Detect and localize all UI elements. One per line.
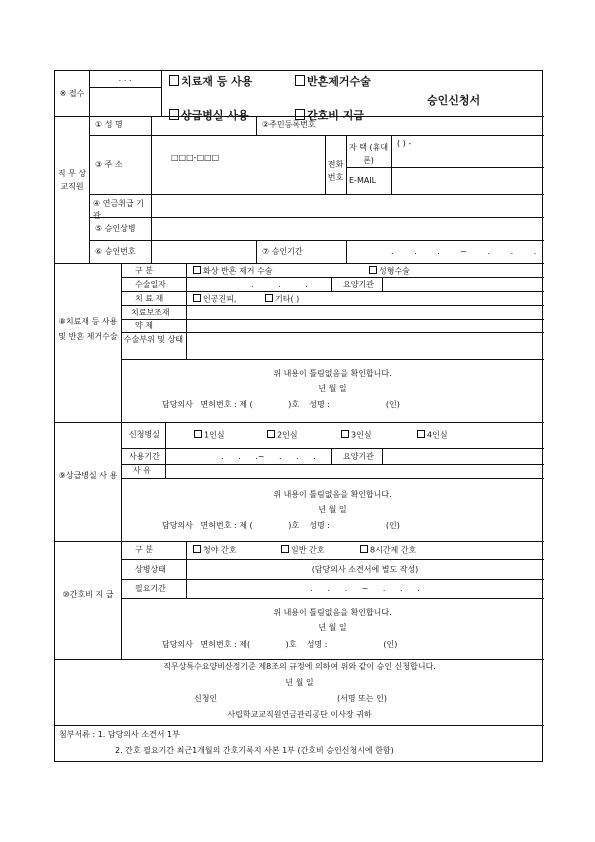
ward-section-label: ⑨상급병실 사 용 <box>58 471 118 480</box>
checkbox-icon[interactable] <box>341 430 349 438</box>
nursing-section-label: ⑩간호비 지 급 <box>62 590 114 599</box>
aux-material-label: 치료보조재 <box>131 308 170 317</box>
surgery-date-field[interactable]: . . . <box>251 280 308 289</box>
checkbox-icon[interactable] <box>281 545 289 553</box>
receipt-date: . . . <box>118 74 132 83</box>
checkbox-icon[interactable] <box>417 430 425 438</box>
surgery-site-label: 수술부위 및 상태 <box>123 335 184 344</box>
tr-hospital-label: 요양기관 <box>343 280 374 289</box>
tr-date-line: 년 월 일 <box>318 384 347 393</box>
approval-period-field[interactable]: . . . ~ . . . <box>391 247 537 256</box>
approved-disease-label: ⑤ 승인상병 <box>95 224 136 233</box>
receipt-label: ※ 접수 <box>59 89 85 98</box>
checkbox-icon[interactable] <box>267 430 275 438</box>
applicant-section-label: 직 무 상 교직원 <box>57 169 87 191</box>
checkbox-icon[interactable] <box>360 545 368 553</box>
nursing-period-field[interactable]: . . . ~ . . . <box>310 584 420 593</box>
opt-room-1[interactable]: 1인실 <box>194 430 225 441</box>
address-label: ③ 주 소 <box>95 160 123 169</box>
ward-hospital-label: 요양기관 <box>343 452 374 461</box>
tr-doctor-line: 담당의사 면허번호 : 제 ( )호 성명 : (인) <box>162 400 400 409</box>
checkbox-icon[interactable] <box>193 545 201 553</box>
checkbox-icon[interactable] <box>295 75 305 86</box>
checkbox-icon[interactable] <box>193 266 201 274</box>
applicant-label: 신청인 <box>194 694 218 703</box>
ward-doctor-line: 담당의사 면허번호 : 제 ( )호 성명 : (인) <box>162 521 400 530</box>
opt-artificial-dermis[interactable]: 인공진피, <box>193 294 236 305</box>
phone-label: 전화 번호 <box>327 160 344 182</box>
ns-confirm-text: 위 내용이 틀림없음을 확인합니다. <box>273 608 392 617</box>
checkbox-icon[interactable] <box>265 294 273 302</box>
checkbox-icon[interactable] <box>369 266 377 274</box>
form-title: 승인신청서 <box>427 94 481 107</box>
opt-room-4[interactable]: 4인실 <box>417 430 448 441</box>
tr-category-label: 구 분 <box>135 266 153 275</box>
home-phone-field[interactable]: ( ) - <box>397 139 412 148</box>
approval-application-form <box>54 70 543 762</box>
pension-agency-label-box <box>93 196 149 220</box>
header-cut-row <box>163 109 433 122</box>
treatment-section-label: ⑧치료재 등 사용 및 반흔 제거수술 <box>58 317 118 341</box>
opt-general-nursing[interactable]: 일반 간호 <box>281 545 324 556</box>
opt-scar-removal[interactable]: 반흔제거수술 <box>295 75 371 88</box>
address-field[interactable]: □□□-□□□ <box>171 153 220 162</box>
checkbox-icon[interactable] <box>169 109 179 120</box>
attachments-line-2: 2. 간호 필요기간 최근1개월의 간호기록지 사본 1부 (간호비 승인신청시에 한함) <box>115 746 394 755</box>
ns-category-label: 구 분 <box>135 545 153 554</box>
opt-treatment[interactable]: 치료재 등 사용 <box>169 75 252 88</box>
condition-note: (담당의사 소견서에 별도 작성) <box>311 565 419 574</box>
material-label: 치 료 재 <box>135 294 164 303</box>
opt-room-2[interactable]: 2인실 <box>267 430 298 441</box>
opt-room-3[interactable]: 3인실 <box>341 430 372 441</box>
ward-reason-label: 사 유 <box>133 466 151 475</box>
nursing-period-label: 필요기간 <box>135 584 166 593</box>
opt-burn-scar[interactable]: 화상 반흔 제거 수술 <box>193 266 272 277</box>
opt-plastic-surgery[interactable]: 성형수술 <box>369 266 410 277</box>
ward-period-field[interactable]: . . .~ . . . <box>221 452 316 461</box>
opt-8hour-nursing[interactable]: 8시간제 간호 <box>360 545 416 556</box>
tr-confirm-text: 위 내용이 틀림없음을 확인합니다. <box>273 369 392 378</box>
approval-number-label: ⑥ 승인번호 <box>95 247 136 256</box>
checkbox-icon[interactable] <box>169 75 179 86</box>
ward-room-label: 신청병실 <box>129 430 160 439</box>
approval-period-label: ⑦ 승인기간 <box>262 247 303 256</box>
ward-period-label: 사용기간 <box>129 452 160 461</box>
surgery-date-label: 수술일자 <box>135 280 166 289</box>
opt-night-nursing[interactable]: 청야 간호 <box>193 545 236 556</box>
declaration-text: 직무상특수요양비산정기준 제8조의 규정에 의하여 위와 같이 승인 신청합니다. <box>163 662 436 671</box>
ns-doctor-line: 담당의사 면허번호 : 제( )호 성명 : (인) <box>162 640 398 649</box>
ward-confirm-text: 위 내용이 틀림없음을 확인합니다. <box>273 490 392 499</box>
checkbox-icon[interactable] <box>295 109 305 120</box>
signature-field[interactable]: (서명 또는 인) <box>337 694 387 703</box>
name-label: ① 성 명 <box>95 120 123 129</box>
opt-nursing-cut[interactable]: 간호비 지급 <box>295 109 364 122</box>
checkbox-icon[interactable] <box>194 430 202 438</box>
rrn-label: ②주민등록번호 <box>262 120 316 129</box>
medicine-label: 약 제 <box>135 321 153 330</box>
declaration-date: 년 월 일 <box>285 678 314 687</box>
home-phone-label: 자 택 (휴대폰) <box>348 143 389 165</box>
email-label: E-MAIL <box>349 176 377 185</box>
attachments-line-1: 첨부서류 : 1. 담당의사 소견서 1부 <box>59 730 180 739</box>
condition-label: 상병상태 <box>135 565 166 574</box>
ward-date-line: 년 월 일 <box>318 505 347 514</box>
ns-date-line: 년 월 일 <box>318 623 347 632</box>
opt-ward-cut[interactable]: 상급병실 사용 <box>169 109 249 122</box>
pension-agency-label: ④ 연금취급 기관 <box>93 199 144 220</box>
addressee: 사립학교교직원연금관리공단 이사장 귀하 <box>227 710 372 719</box>
opt-other-material[interactable]: 기타( ) <box>265 294 299 305</box>
checkbox-icon[interactable] <box>193 294 201 302</box>
